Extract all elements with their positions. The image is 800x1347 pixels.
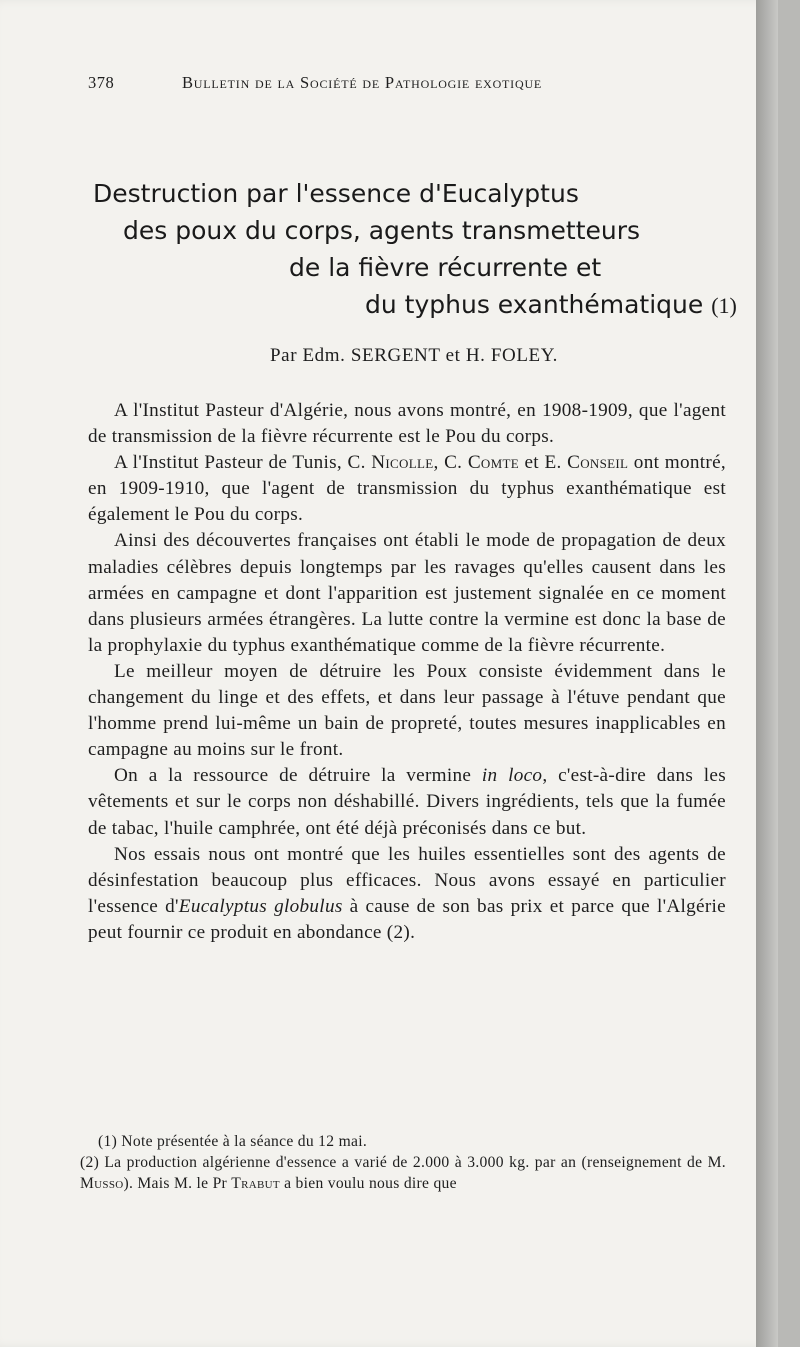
paragraph-5 (88, 763, 726, 841)
footnote-2 (80, 1152, 726, 1194)
paragraph-2-text: , C. (433, 452, 468, 474)
paragraph-2-text: et E. (518, 452, 568, 474)
paragraph-2-text: ont montré, en 1909-1910, que l'agent de transmission du typhus exanthématique est également le Pou du corps. (88, 452, 727, 526)
author-name-conseil: Conseil (567, 452, 629, 474)
footnotes (80, 1131, 726, 1194)
footnote-2-text: (2) La production algérienne d'essence a varié de 2.000 à 3.000 kg. par an (renseignement de M. (80, 1154, 726, 1171)
footnote-1: (1) Note présentée à la séance du 12 mai. (98, 1133, 368, 1150)
running-title: Bulletin de la Société de Pathologie exotique (182, 73, 543, 92)
paragraph-6-text: Nos essais nous ont montré que les huiles essentielles sont des agents de désinfestation beaucoup plus efficaces. Nous avons essayé en particulier l'essence d' (88, 843, 726, 917)
footnote-2-text: ). Mais M. le Pr (123, 1175, 232, 1192)
paragraph-5-text: , c'est-à-dire dans les vêtements et sur le corps non déshabillé. Divers ingrédients, tels que la fumée de tabac, l'huile camphrée, ont été déjà préconisés dans ce but. (88, 765, 726, 839)
paragraph-6-text: à cause de son bas prix et parce que l'Algérie peut fournir ce produit en abondance (2). (88, 895, 726, 943)
page-number: 378 (88, 73, 115, 92)
title-line-2: des poux du corps, agents transmetteurs (123, 216, 641, 245)
article-body (88, 398, 726, 946)
title-footnote-ref: (1) (711, 293, 737, 318)
paragraph-2 (88, 450, 726, 528)
paragraph-1: A l'Institut Pasteur d'Algérie, nous avons montré, en 1908-1909, que l'agent de transmission de la fièvre récurrente est le Pou du corps. (88, 400, 726, 448)
species-name: Eucalyptus globulus (178, 895, 343, 917)
running-header (88, 73, 648, 93)
author-name-nicolle: Nicolle (371, 452, 434, 474)
paragraph-2-text: A l'Institut Pasteur de Tunis, C. (114, 452, 372, 474)
title-line-3: de la fièvre récurrente et (289, 253, 602, 282)
title-line-4: du typhus exanthématique (365, 290, 704, 319)
title-line-1: Destruction par l'essence d'Eucalyptus (93, 179, 579, 208)
page-edge-shadow (756, 0, 778, 1347)
person-name-trabut: Trabut (231, 1175, 280, 1192)
latin-phrase: in loco (481, 765, 543, 787)
paragraph-4: Le meilleur moyen de détruire les Poux consiste évidemment dans le changement du linge et des effets, et dans leur passage à l'étuve pendant que l'homme prend lui-même un bain de propreté, toutes mesures inapplicables en campagne au moins sur le front. (88, 660, 726, 761)
paragraph-3: Ainsi des découvertes françaises ont établi le mode de propagation de deux maladies célèbres depuis longtemps par les ravages qu'elles causent dans les armées en campagne et dont l'apparition est justement signalée en ce moment dans plusieurs armées étrangères. La lutte contre la vermine est donc la base de la prophylaxie du typhus exanthématique comme de la fièvre récurrente. (88, 530, 726, 656)
author-name-comte: Comte (467, 452, 519, 474)
footnote-2-text: a bien voulu nous dire que (279, 1175, 457, 1192)
paragraph-5-text: On a la ressource de détruire la vermine (114, 765, 482, 787)
person-name-musso: Musso (80, 1175, 124, 1192)
paragraph-6 (88, 842, 726, 946)
authors: Par Edm. SERGENT et H. FOLEY. (270, 345, 558, 366)
